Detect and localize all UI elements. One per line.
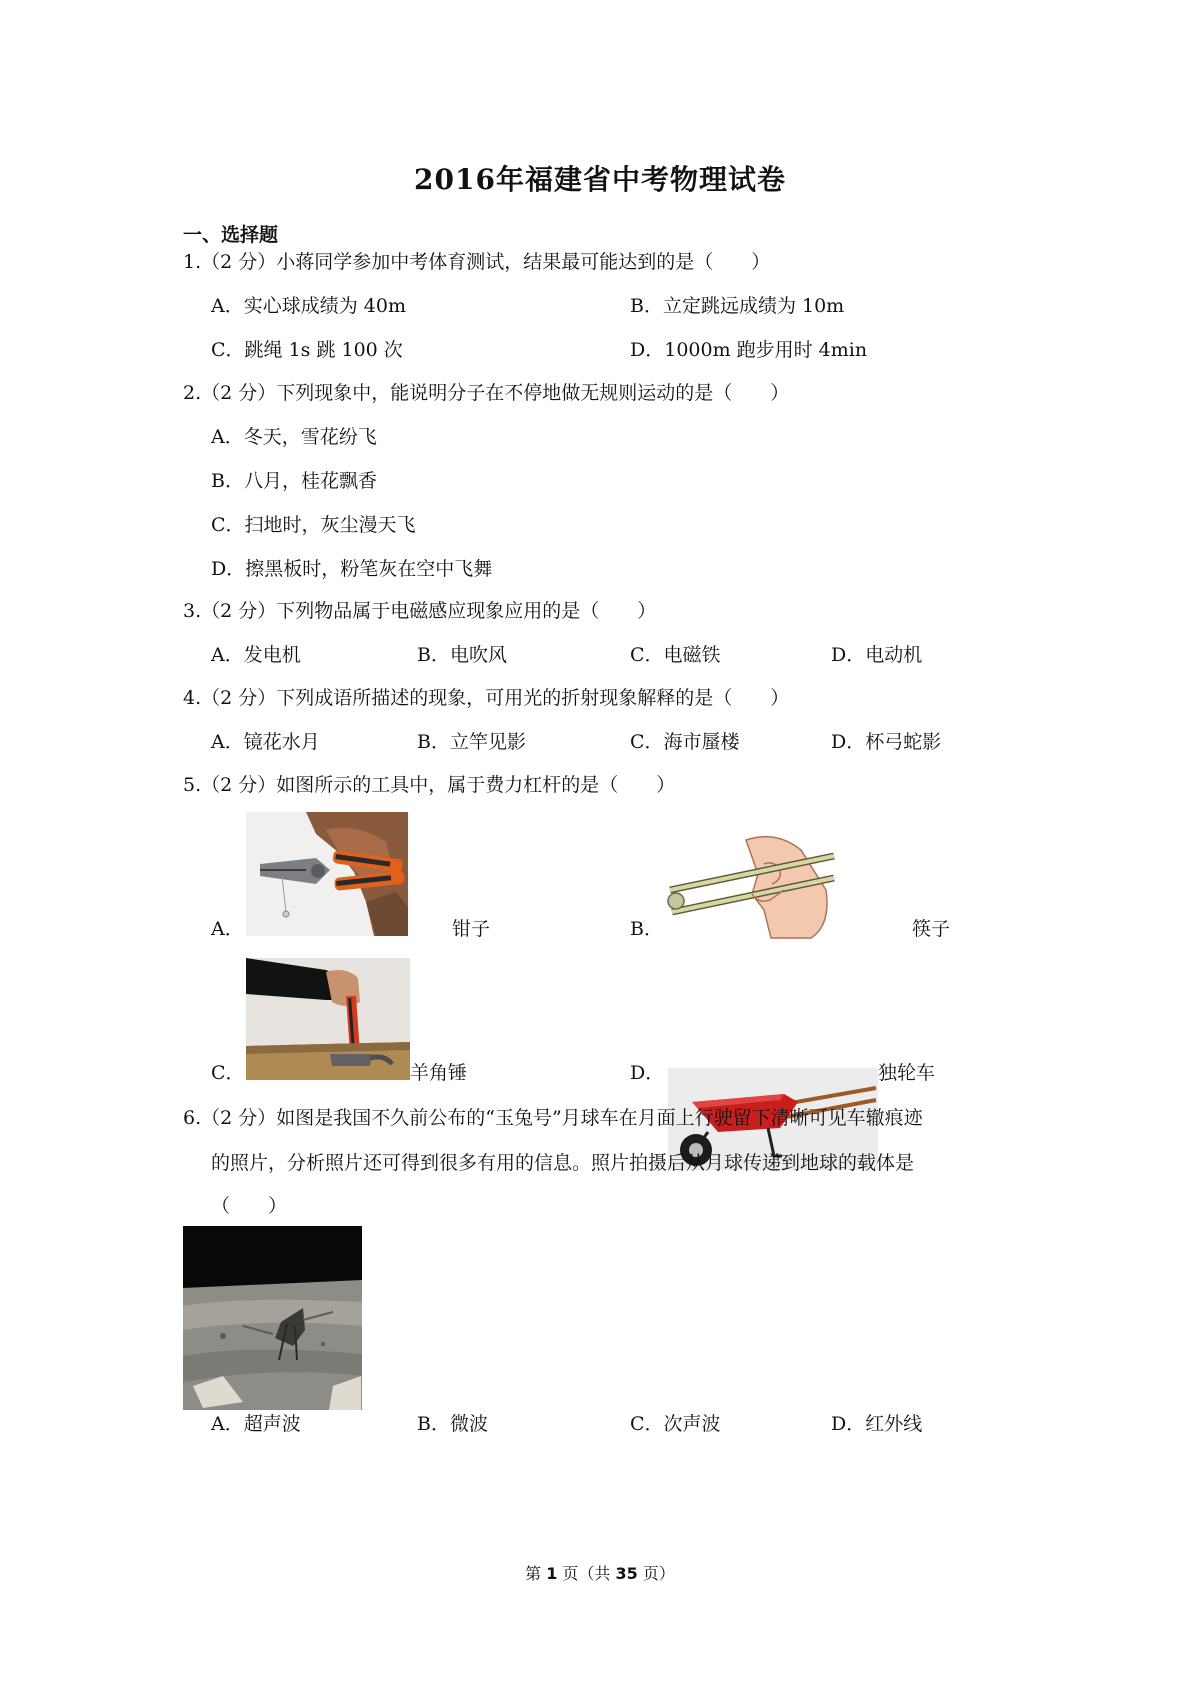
question-6-option-d: D．红外线 xyxy=(831,1413,923,1435)
question-1-option-d: D．1000m 跑步用时 4min xyxy=(630,339,868,361)
question-6-stem-line-1: 6.（2 分）如图是我国不久前公布的“玉兔号”月球车在月面上行驶留下清晰可见车辙痕迹 xyxy=(183,1107,923,1129)
page-footer xyxy=(0,1561,1200,1584)
question-3-stem: 3.（2 分）下列物品属于电磁感应现象应用的是（ ） xyxy=(183,600,657,622)
current-page-number: 1 xyxy=(546,1564,558,1583)
question-3-option-d: D．电动机 xyxy=(831,644,923,666)
question-2-option-b: B．八月，桂花飘香 xyxy=(211,470,377,492)
question-4-option-a: A．镜花水月 xyxy=(211,731,320,753)
footer-prefix: 第 xyxy=(525,1564,547,1583)
question-5-option-c-letter: C． xyxy=(211,1062,245,1084)
question-5-option-d-letter: D． xyxy=(630,1062,665,1084)
claw-hammer-image xyxy=(246,958,410,1080)
lunar-rover-photo xyxy=(183,1226,362,1410)
question-4-stem: 4.（2 分）下列成语所描述的现象，可用光的折射现象解释的是（ ） xyxy=(183,687,790,709)
question-3-option-c: C．电磁铁 xyxy=(630,644,721,666)
section-heading: 一、选择题 xyxy=(183,224,279,246)
footer-middle: 页（共 xyxy=(557,1564,616,1583)
question-4-option-b: B．立竿见影 xyxy=(417,731,526,753)
question-2-stem: 2.（2 分）下列现象中，能说明分子在不停地做无规则运动的是（ ） xyxy=(183,382,790,404)
question-6-option-c: C．次声波 xyxy=(630,1413,721,1435)
question-6-stem-line-2: 的照片，分析照片还可得到很多有用的信息。照片拍摄后从月球传递到地球的载体是 xyxy=(211,1152,915,1174)
question-1-option-b: B．立定跳远成绩为 10m xyxy=(630,295,845,317)
question-5-option-c-label: 羊角锤 xyxy=(410,1062,468,1084)
question-5-option-b-label: 筷子 xyxy=(912,918,951,940)
question-2-option-d: D．擦黑板时，粉笔灰在空中飞舞 xyxy=(211,558,493,580)
question-3-option-a: A．发电机 xyxy=(211,644,301,666)
question-1-stem: 1.（2 分）小蒋同学参加中考体育测试，结果最可能达到的是（ ） xyxy=(183,251,771,273)
question-6-option-a: A．超声波 xyxy=(211,1413,301,1435)
question-1-option-a: A．实心球成绩为 40m xyxy=(211,295,406,317)
question-5-option-d-label: 独轮车 xyxy=(878,1062,936,1084)
question-4-option-c: C．海市蜃楼 xyxy=(630,731,740,753)
chopsticks-image xyxy=(666,830,836,940)
question-5-option-a-label: 钳子 xyxy=(452,918,491,940)
question-5-stem: 5.（2 分）如图所示的工具中，属于费力杠杆的是（ ） xyxy=(183,774,676,796)
pliers-image xyxy=(246,812,408,936)
question-5-option-a-letter: A． xyxy=(211,918,244,940)
question-3-option-b: B．电吹风 xyxy=(417,644,507,666)
question-5-option-b-letter: B． xyxy=(630,918,663,940)
question-6-option-b: B．微波 xyxy=(417,1413,488,1435)
total-page-count: 35 xyxy=(615,1564,638,1583)
question-4-option-d: D．杯弓蛇影 xyxy=(831,731,942,753)
question-2-option-c: C．扫地时，灰尘漫天飞 xyxy=(211,514,416,536)
question-6-stem-line-3: （ ） xyxy=(211,1195,288,1217)
question-1-option-c: C．跳绳 1s 跳 100 次 xyxy=(211,339,403,361)
question-2-option-a: A．冬天，雪花纷飞 xyxy=(211,426,377,448)
page-title: 2016年福建省中考物理试卷 xyxy=(414,163,786,196)
footer-suffix: 页） xyxy=(637,1564,675,1583)
